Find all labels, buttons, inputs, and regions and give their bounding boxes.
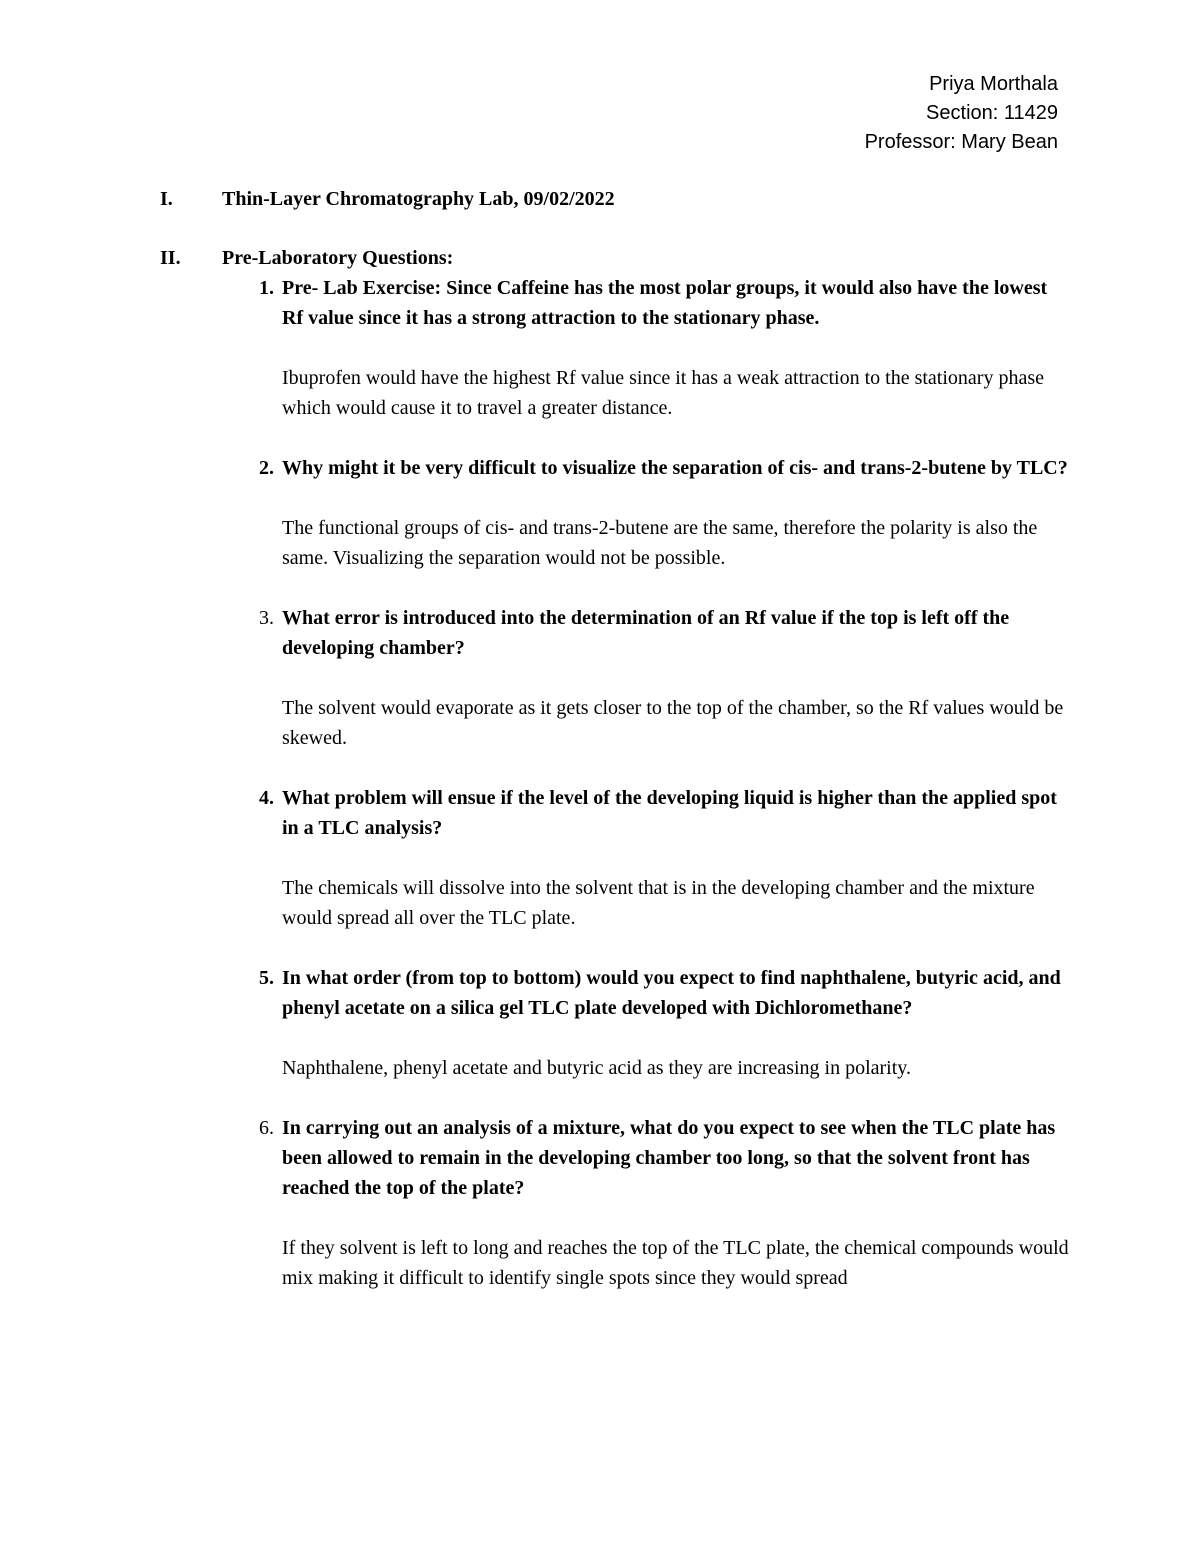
section-numeral: II. (160, 247, 181, 269)
question-text: In carrying out an analysis of a mixture, what do you expect to see when the TLC plate has been allowed to remain in the developing chamber too long, so that the solvent front has reached the top of the plate? (282, 1117, 1056, 1199)
section-title: Thin-Layer Chromatography Lab, 09/02/2022 (222, 188, 615, 210)
section-heading-prelab (150, 243, 453, 273)
question-number: 3. (259, 607, 274, 629)
question-item (259, 453, 1072, 573)
section-title: Pre-Laboratory Questions: (222, 247, 454, 269)
question-item (259, 603, 1072, 753)
question-number: 6. (259, 1117, 274, 1139)
question-number: 5. (259, 967, 274, 989)
section-heading-lab-title (150, 184, 615, 214)
section-numeral: I. (160, 188, 173, 210)
question-list (259, 273, 1072, 1293)
question-item (259, 783, 1072, 933)
answer-text: Naphthalene, phenyl acetate and butyric acid as they are increasing in polarity. (282, 1057, 911, 1079)
student-name: Priya Morthala (929, 73, 1058, 95)
answer-text: If they solvent is left to long and reaches the top of the TLC plate, the chemical compounds would mix making it difficult to identify single spots since they would spread (282, 1237, 1069, 1289)
question-number: 4. (259, 787, 274, 809)
professor-name: Professor: Mary Bean (864, 131, 1058, 153)
question-text: Why might it be very difficult to visualize the separation of cis- and trans-2-butene by TLC? (282, 457, 1068, 479)
question-text: What problem will ensue if the level of the developing liquid is higher than the applied spot in a TLC analysis? (282, 787, 1057, 839)
answer-text: The functional groups of cis- and trans-2-butene are the same, therefore the polarity is also the same. Visualizing the separation would not be possible. (282, 517, 1038, 569)
question-item (259, 1113, 1072, 1293)
answer-text: Ibuprofen would have the highest Rf value since it has a weak attraction to the stationary phase which would cause it to travel a greater distance. (282, 367, 1044, 419)
question-item (259, 963, 1072, 1083)
answer-text: The solvent would evaporate as it gets closer to the top of the chamber, so the Rf values would be skewed. (282, 697, 1064, 749)
question-number: 1. (259, 277, 274, 299)
question-text: Pre- Lab Exercise: Since Caffeine has the most polar groups, it would also have the lowest Rf value since it has a strong attraction to the stationary phase. (282, 277, 1048, 329)
question-text: In what order (from top to bottom) would you expect to find naphthalene, butyric acid, and phenyl acetate on a silica gel TLC plate developed with Dichloromethane? (282, 967, 1061, 1019)
header-block (865, 70, 1058, 157)
answer-text: The chemicals will dissolve into the solvent that is in the developing chamber and the mixture would spread all over the TLC plate. (282, 877, 1035, 929)
question-text: What error is introduced into the determination of an Rf value if the top is left off the developing chamber? (282, 607, 1010, 659)
question-number: 2. (259, 457, 274, 479)
question-item (259, 273, 1072, 423)
section-number: Section: 11429 (926, 102, 1058, 124)
